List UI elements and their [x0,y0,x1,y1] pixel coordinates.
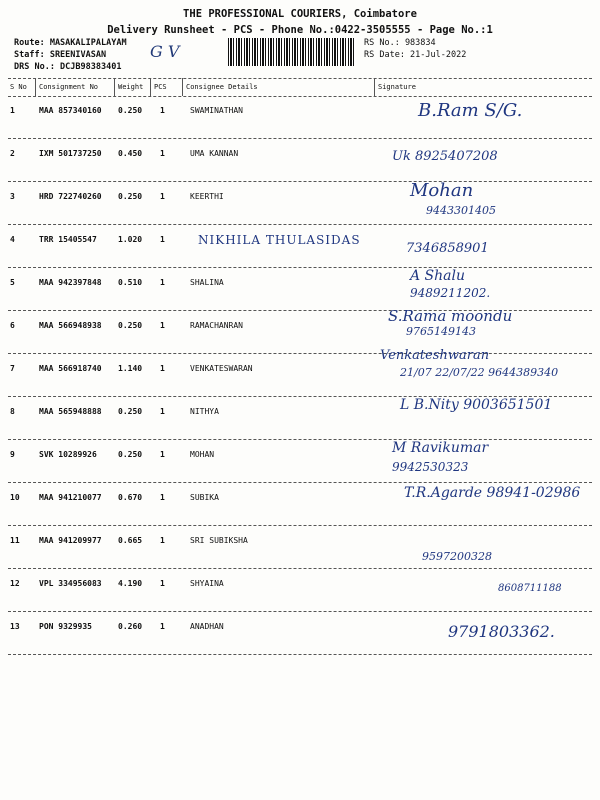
consignment-cell: MAA 941210077 [39,493,102,502]
signature-text: Venkateshwaran [380,348,490,363]
header-sno: S No [10,83,27,91]
table-row [8,182,592,225]
rs-date: RS Date: 21-Jul-2022 [364,50,467,60]
table-row [8,569,592,612]
signature-text: 21/07 22/07/22 9644389340 [400,366,559,379]
weight-cell: 0.250 [118,106,143,115]
weight-cell: 0.250 [118,192,143,201]
consignment-cell: PON 9329935 [39,622,92,631]
table-row [8,397,592,440]
table-row [8,526,592,569]
signature-text: L B.Nity 9003651501 [400,397,553,413]
pcs-cell: 1 [160,493,165,502]
pcs-cell: 1 [160,536,165,545]
header-pcs: PCS [154,83,167,91]
handwritten-consignee-note: NIKHILA THULASIDAS [198,233,361,247]
drs-number: DRS No.: DCJB98383401 [14,62,122,72]
signature-text: A Shalu [410,268,466,284]
sno-cell: 7 [10,364,15,373]
consignee-cell: SHYAINA [190,579,224,588]
consignee-cell: RAMACHANRAN [190,321,243,330]
signature-text: Mohan [410,180,474,201]
table-row [8,96,592,139]
table-row [8,268,592,311]
pcs-cell: 1 [160,622,165,631]
consignee-cell: MOHAN [190,450,215,459]
pcs-cell: 1 [160,364,165,373]
weight-cell: 0.450 [118,149,143,158]
pcs-cell: 1 [160,407,165,416]
consignee-cell: SUBIKA [190,493,219,502]
consignee-cell: SRI SUBIKSHA [190,536,248,545]
row-divider [8,654,592,655]
table-row [8,483,592,526]
signature-text: 9597200328 [422,550,492,563]
pcs-cell: 1 [160,450,165,459]
weight-cell: 0.250 [118,407,143,416]
table-row [8,307,592,354]
header-consignee: Consignee Details [186,83,258,91]
table-row [8,225,592,268]
sno-cell: 13 [10,622,20,631]
signature-text: 9765149143 [406,325,476,338]
consignee-cell: NITHYA [190,407,219,416]
sno-cell: 4 [10,235,15,244]
consignee-cell: VENKATESWARAN [190,364,253,373]
consignee-cell: KEERTHI [190,192,224,201]
signature-text: Uk 8925407208 [392,149,498,164]
consignment-cell: MAA 942397848 [39,278,102,287]
runsheet-subtitle: Delivery Runsheet - PCS - Phone No.:0422-3505555 - Page No.:1 [107,24,493,36]
signature-text: 9791803362. [448,622,555,641]
signature-text: S.Rama moondu [388,307,513,325]
sno-cell: 3 [10,192,15,201]
sno-cell: 5 [10,278,15,287]
pcs-cell: 1 [160,278,165,287]
signature-text: T.R.Agarde 98941-02986 [404,485,581,501]
table-row [8,440,592,483]
signature-text: 9942530323 [392,460,469,474]
sno-cell: 12 [10,579,20,588]
consignment-cell: TRR 15405547 [39,235,97,244]
consignment-cell: MAA 565948888 [39,407,102,416]
company-title: THE PROFESSIONAL COURIERS, Coimbatore [183,8,417,20]
signature-text: 7346858901 [406,241,489,256]
consignment-cell: MAA 566918740 [39,364,102,373]
rs-number: RS No.: 983834 [364,38,436,48]
consignee-cell: UMA KANNAN [190,149,239,158]
weight-cell: 0.510 [118,278,143,287]
signature-text: B.Ram S/G. [418,100,523,121]
consignee-cell: SHALINA [190,278,224,287]
pcs-cell: 1 [160,192,165,201]
staff-label: Staff: SREENIVASAN [14,50,107,60]
consignment-cell: MAA 857340160 [39,106,102,115]
signature-text: 8608711188 [498,583,562,594]
signature-text: M Ravikumar [392,440,489,456]
weight-cell: 0.250 [118,321,143,330]
table-top-rule [8,78,592,79]
consignment-cell: MAA 566948938 [39,321,102,330]
pcs-cell: 1 [160,149,165,158]
table-row [8,139,592,182]
consignment-cell: HRD 722740260 [39,192,102,201]
signature-text: 9489211202. [410,286,491,300]
pcs-cell: 1 [160,579,165,588]
sno-cell: 6 [10,321,15,330]
pcs-cell: 1 [160,106,165,115]
signature-text: 9443301405 [426,204,496,217]
weight-cell: 0.260 [118,622,143,631]
consignment-cell: VPL 334956083 [39,579,102,588]
header-consignment: Consignment No [39,83,99,91]
route-label: Route: MASAKALIPALAYAM [14,38,127,48]
sno-cell: 11 [10,536,20,545]
sno-cell: 2 [10,149,15,158]
weight-cell: 0.250 [118,450,143,459]
sno-cell: 8 [10,407,15,416]
weight-cell: 0.665 [118,536,143,545]
sno-cell: 10 [10,493,20,502]
staff-initials: G V [150,42,180,61]
barcode [228,38,356,66]
header-signature: Signature [378,83,416,91]
weight-cell: 4.190 [118,579,143,588]
sno-cell: 1 [10,106,15,115]
weight-cell: 1.140 [118,364,143,373]
table-row [8,612,592,655]
consignee-cell: SWAMINATHAN [190,106,243,115]
header-weight: Weight [118,83,144,91]
weight-cell: 1.020 [118,235,143,244]
sno-cell: 9 [10,450,15,459]
consignment-cell: SVK 10289926 [39,450,97,459]
consignment-cell: IXM 501737250 [39,149,102,158]
table-row [8,348,592,397]
consignee-cell: ANADHAN [190,622,224,631]
weight-cell: 0.670 [118,493,143,502]
pcs-cell: 1 [160,321,165,330]
pcs-cell: 1 [160,235,165,244]
consignment-cell: MAA 941209977 [39,536,102,545]
